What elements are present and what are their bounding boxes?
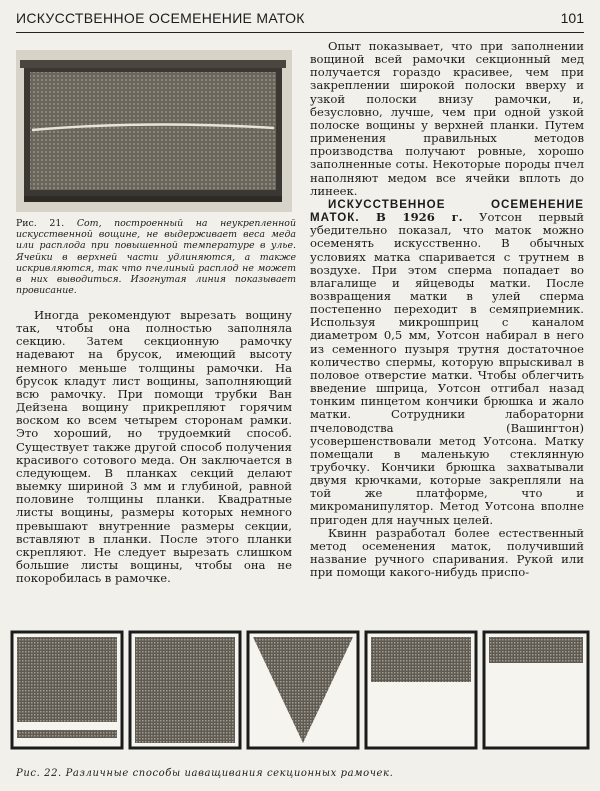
- frame-filled: [130, 632, 240, 748]
- figure-22: [10, 630, 590, 751]
- figure-21-caption-text: Сот, построенный на неукрепленной искусственной вощине, не выдерживает веса меда или расплода при повышенной температуре в улье. Ячейки в верхней части удлиняются, а также искривляются, так что пчелиный расплод не может в них выводиться. Изогнутая линия показывает провисание.: [16, 218, 296, 297]
- left-column: [16, 309, 292, 585]
- page-number: 101: [560, 10, 584, 26]
- frame-full-sheet: [12, 632, 122, 748]
- figure-21-photo: [16, 50, 292, 212]
- right-paragraph-3: Квинн разработал более естественный метод осеменения маток, получивший название ручного спаривания. Рукой или при помощи какого-нибудь приспо-: [310, 525, 584, 580]
- frame-top-half: [366, 632, 476, 748]
- frame-top-strip: [484, 632, 588, 748]
- section-year: В 1926 г.: [375, 210, 463, 225]
- figure-22-caption: Рис. 22. Различные способы иаващивания секционных рамочек.: [16, 768, 394, 779]
- left-paragraph: Иногда рекомендуют вырезать вощину так, чтобы она полностью заполняла секцию. Затем секционную рамочку надевают на брусок, имеющий высоту немного меньше толщины рамочки. На брусок кладут лист вощины, заполняющий всю рамочку. При помощи трубки Ван Дейзена вощину прикрепляют горячим воском ко всем четырем сторонам рамки. Это хороший, но трудоемкий способ. Существует также другой способ получения красивого сотового меда. Он заключается в следующем. В планках секций делают выемку шириной 3 мм и глубиной, равной половине толщины планки. Квадратные листы вощины, размеры которых немного превышают внутренние размеры секции, вставляют в планки. После этого планки скрепляют. Не следует вырезать слишком большие листы вощины, чтобы она не покоробилась в рамочке.: [16, 308, 292, 586]
- section-paragraph: [310, 198, 584, 527]
- figure-21-caption: [16, 218, 296, 296]
- right-paragraph-1: Опыт показывает, что при заполнении вощиной всей рамочки секционный мед получается гораздо красивее, чем при закреплении широкой полоски вверху и узкой полоски внизу рамочки, и, безусловно, лучше, чем при одной узкой полоске вощины у верхней планки. Путем применения правильных методов производства получают ровные, хорошо заполненные соты. Некоторые породы пчел наполняют медом все ячейки вплоть до линеек.: [310, 39, 584, 198]
- running-title: ИСКУССТВЕННОЕ ОСЕМЕНЕНИЕ МАТОК: [16, 10, 305, 26]
- section-heading: ИСКУССТВЕННОЕ ОСЕМЕНЕНИЕ МАТОК.: [310, 197, 584, 225]
- header-rule: [16, 32, 584, 33]
- comb-frame-illustration: [16, 50, 292, 212]
- page-header: [16, 8, 584, 30]
- section-text: Уотсон первый убедительно показал, что маток можно осеменять искусственно. В обычных условиях матка спаривается с трутнем в воздухе. При этом сперма попадает во влагалище и яйцеводы матки. После возвращения матки в улей сперма постепенно переходит в семяприемник. Используя микрошприц с каналом диаметром 0,5 мм, Уотсон набирал в него из семенного пузыря трутня достаточное количество спермы, которую впрыскивал в половое отверстие матки. Чтобы облегчить введение шприца, Уотсон отгибал назад тонким пинцетом кончики брюшка и жало матки. Сотрудники лабораторни пчеловодства (Вашингтон) усовершенствовали метод Уотсона. Матку помещали в маленькую стеклянную трубочку. Кончики брюшка захватывали двумя крючками, которые закрепляли на той же платформе, что и микроманипулятор. Метод Уотсона вполне пригоден для научных целей.: [310, 210, 585, 527]
- frame-triangle: [248, 632, 358, 748]
- figure-21-label: Рис. 21.: [16, 218, 65, 229]
- section-frames-illustration: [10, 630, 590, 752]
- right-column: [310, 40, 584, 579]
